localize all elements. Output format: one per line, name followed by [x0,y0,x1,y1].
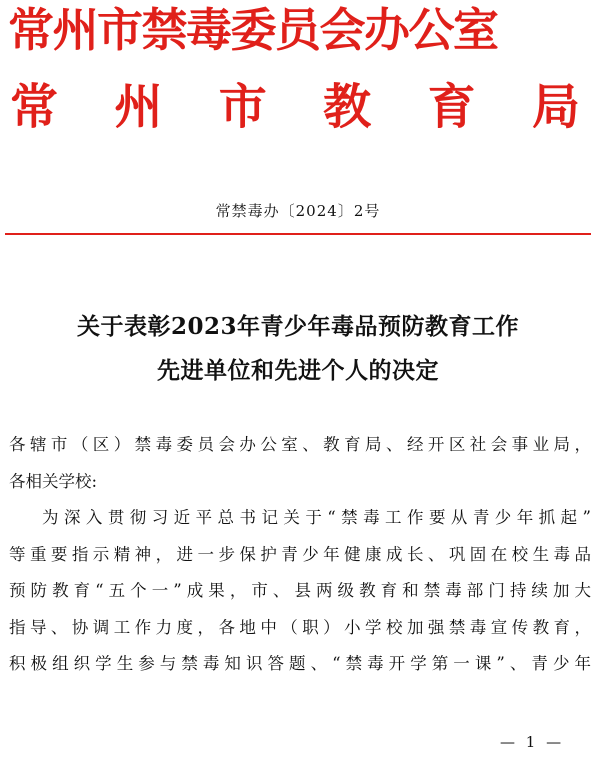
document-number: 常禁毒办〔2024〕2号 [215,202,381,220]
issuer-char: 教 [323,79,372,135]
title-line-2: 先进单位和先进个人的决定 [157,357,439,384]
issuer-char: 育 [427,79,476,135]
red-divider-line [5,233,591,235]
paragraph-line: 预防教育“五个一”成果，市、县两级教育和禁毒部门持续加大 [9,581,591,600]
salutation-line-1: 各辖市（区）禁毒委员会办公室、教育局、经开区社会事业局， [9,435,591,454]
document-title [0,305,596,393]
document-body [9,427,591,683]
issuer-name-drug-control-office: 常州市禁毒委员会办公室 [8,3,498,57]
paragraph-line: 指导、协调工作力度，各地中（职）小学校加强禁毒宣传教育， [9,617,591,637]
salutation-line-2: 各相关学校: [9,471,98,491]
issuer-char: 州 [114,79,163,135]
page-number: — 1 — [500,733,565,751]
issuer-char: 局 [531,79,580,135]
issuer-char: 市 [218,79,267,135]
paragraph-line: 为深入贯彻习近平总书记关于“禁毒工作要从青少年抓起” [42,508,591,527]
paragraph-line: 等重要指示精神，进一步保护青少年健康成长、巩固在校生毒品 [9,544,591,564]
paragraph-line: 积极组织学生参与禁毒知识答题、“禁毒开学第一课”、青少年 [9,654,591,673]
issuer-char: 常 [10,79,59,135]
title-line-1: 关于表彰2023年青少年毒品预防教育工作 [76,313,519,340]
issuer-name-education-bureau [8,79,588,135]
